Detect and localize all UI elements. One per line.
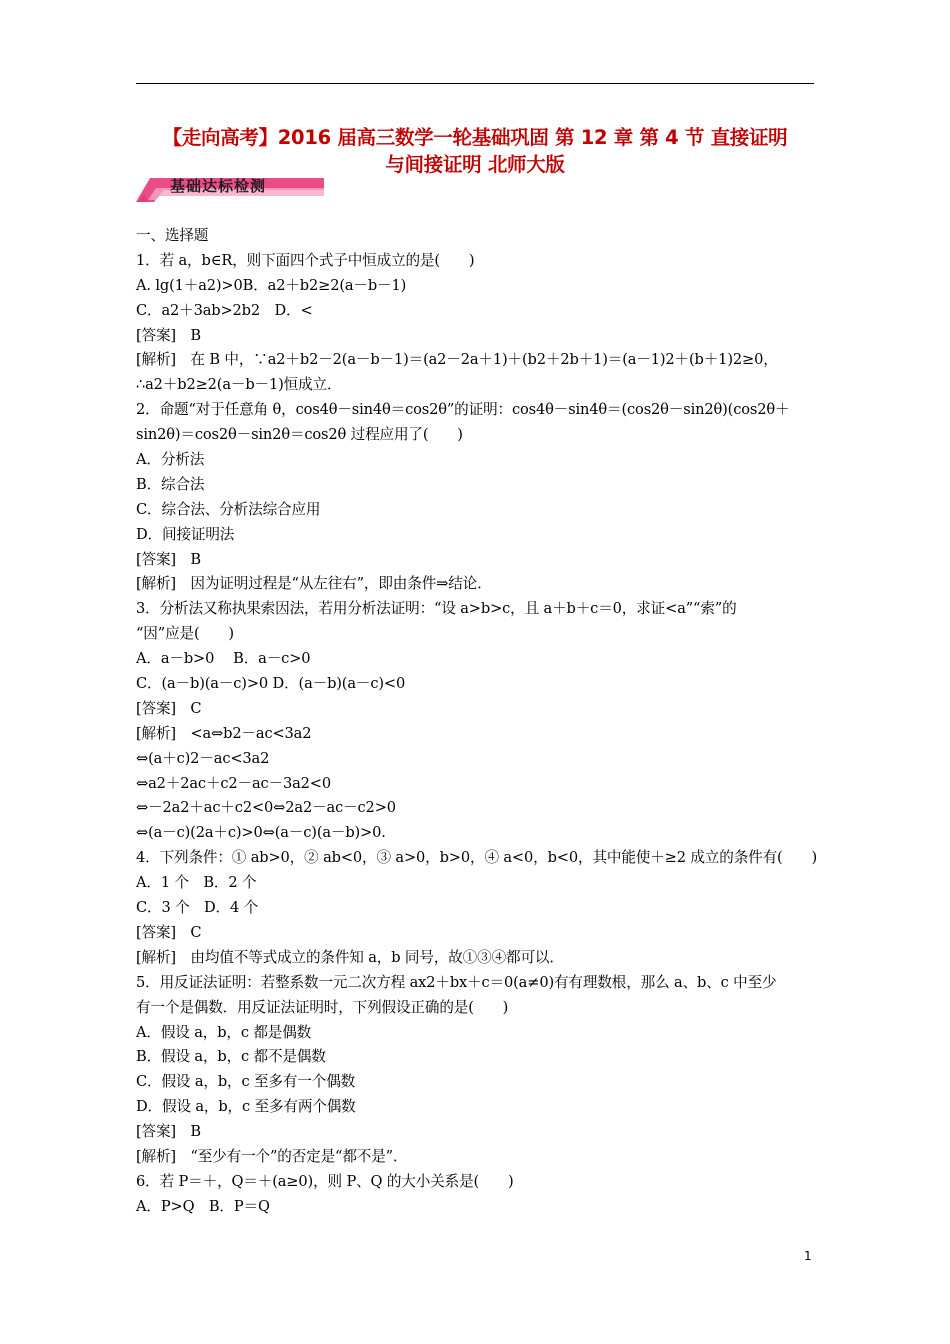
text-line: ⇔a2＋2ac＋c2－ac－3a2<0 bbox=[136, 774, 332, 792]
text-line: B．假设 a，b，c 都不是偶数 bbox=[136, 1048, 326, 1066]
text-line: [解析] 在 B 中，∵a2＋b2－2(a－b－1)＝(a2－2a＋1)＋(b2＋2b＋1)＝(a－1)2＋(b＋1)2≥0， bbox=[136, 351, 778, 369]
header-rule bbox=[136, 83, 814, 84]
text-line: A．1 个 B．2 个 bbox=[136, 874, 257, 892]
text-line: 一、选择题 bbox=[136, 227, 209, 244]
text-line: 1．若 a，b∈R，则下面四个式子中恒成立的是( ) bbox=[136, 251, 475, 269]
text-line: 4．下列条件：① ab>0，② ab<0，③ a>0，b>0，④ a<0，b<0，其中能使＋≥2 成立的条件有( ) bbox=[136, 849, 817, 867]
text-line: ⇔－2a2＋ac＋c2<0⇔2a2－ac－c2>0 bbox=[136, 799, 396, 817]
text-line: [解析] 由均值不等式成立的条件知 a，b 同号，故①③④都可以． bbox=[136, 948, 564, 966]
text-line: A. lg(1＋a2)>0B．a2＋b2≥2(a－b－1) bbox=[136, 276, 407, 294]
text-line: [解析] “至少有一个”的否定是“都不是”． bbox=[136, 1147, 408, 1165]
text-line: 3．分析法又称执果索因法，若用分析法证明：“设 a>b>c，且 a＋b＋c＝0，求证<a”“索”的 bbox=[136, 600, 737, 618]
text-line: C．3 个 D．4 个 bbox=[136, 899, 259, 917]
text-line: 有一个是偶数．用反证法证明时，下列假设正确的是( ) bbox=[136, 998, 509, 1016]
text-line: C．假设 a，b，c 至多有一个偶数 bbox=[136, 1073, 356, 1091]
document-title bbox=[136, 124, 814, 178]
text-line: ⇔(a－c)(2a＋c)>0⇔(a－c)(a－b)>0. bbox=[136, 824, 386, 842]
text-line: 2．命题“对于任意角 θ，cos4θ－sin4θ＝cos2θ”的证明：cos4θ－sin4θ＝(cos2θ－sin2θ)(cos2θ＋ bbox=[136, 401, 790, 419]
text-line: [答案] B bbox=[136, 550, 201, 568]
text-line: 6．若 P＝＋，Q＝＋(a≥0)，则 P、Q 的大小关系是( ) bbox=[136, 1172, 514, 1190]
text-line: sin2θ)＝cos2θ－sin2θ＝cos2θ 过程应用了( ) bbox=[136, 426, 463, 444]
text-line: A．分析法 bbox=[136, 451, 205, 469]
text-line: “因”应是( ) bbox=[136, 625, 234, 643]
text-line: ∴a2＋b2≥2(a－b－1)恒成立． bbox=[136, 376, 342, 394]
banner-label: 基础达标检测 bbox=[170, 177, 267, 195]
text-line: ⇔(a＋c)2－ac<3a2 bbox=[136, 749, 270, 767]
text-line: A．a－b>0 B．a－c>0 bbox=[136, 650, 311, 668]
section-banner bbox=[136, 174, 328, 204]
text-line: [答案] B bbox=[136, 326, 201, 344]
text-line: A．假设 a，b，c 都是偶数 bbox=[136, 1023, 312, 1041]
text-line: D．假设 a，b，c 至多有两个偶数 bbox=[136, 1098, 356, 1116]
text-line: C．a2＋3ab>2b2 D．< bbox=[136, 301, 313, 319]
text-line: [解析] 因为证明过程是“从左往右”，即由条件⇒结论． bbox=[136, 575, 492, 593]
text-line: [答案] B bbox=[136, 1123, 201, 1141]
text-line: [答案] C bbox=[136, 699, 202, 717]
text-line: C．综合法、分析法综合应用 bbox=[136, 500, 321, 518]
text-line: A．P>Q B．P＝Q bbox=[136, 1197, 270, 1215]
text-line: [解析] <a⇔b2－ac<3a2 bbox=[136, 724, 312, 742]
text-line: C．(a－b)(a－c)>0 D．(a－b)(a－c)<0 bbox=[136, 675, 406, 693]
title-line-2: 与间接证明 北师大版 bbox=[385, 153, 565, 176]
text-line: B．综合法 bbox=[136, 475, 205, 493]
text-line: 5．用反证法证明：若整系数一元二次方程 ax2＋bx＋c＝0(a≠0)有有理数根，那么 a、b、c 中至少 bbox=[136, 973, 777, 991]
page-number: 1 bbox=[804, 1249, 812, 1263]
text-line: D．间接证明法 bbox=[136, 525, 235, 543]
title-line-1: 【走向高考】2016 届高三数学一轮基础巩固 第 12 章 第 4 节 直接证明 bbox=[162, 126, 788, 149]
document-body bbox=[136, 224, 816, 1220]
text-line: [答案] C bbox=[136, 923, 202, 941]
